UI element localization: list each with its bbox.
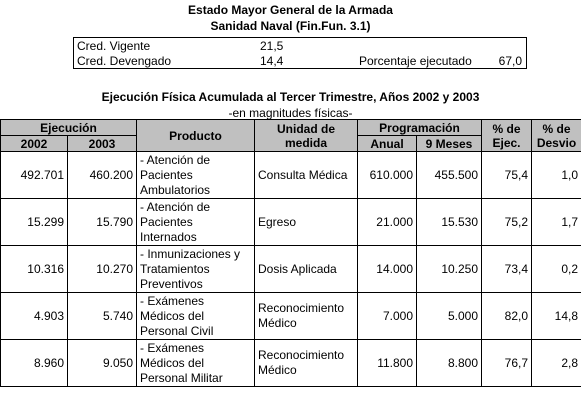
header-9-meses: 9 Meses: [417, 136, 482, 152]
cell-9-meses: 8.800: [417, 340, 482, 387]
cell-2003: 5.740: [68, 293, 137, 340]
cell-unidad: Dosis Aplicada: [255, 246, 358, 293]
execution-table: [0, 119, 581, 387]
cell-2003: 460.200: [68, 152, 137, 199]
table-row: [1, 293, 581, 340]
cell-pct-ejec: 76,7: [482, 340, 532, 387]
table-row: [1, 152, 581, 199]
header-2002: 2002: [1, 136, 68, 152]
cell-9-meses: 455.500: [417, 152, 482, 199]
cell-anual: 11.800: [358, 340, 417, 387]
porcentaje-value: 67,0: [498, 54, 522, 68]
table-row: [1, 340, 581, 387]
cell-unidad: Reconocimiento Médico: [255, 340, 358, 387]
cell-anual: 610.000: [358, 152, 417, 199]
cell-2002: 10.316: [1, 246, 68, 293]
cell-pct-desvio: 14,8: [532, 293, 581, 340]
cell-pct-ejec: 82,0: [482, 293, 532, 340]
header-pct-desvio: % de Desvio: [532, 120, 581, 152]
cell-pct-desvio: 0,2: [532, 246, 581, 293]
cred-vigente-value: 21,5: [260, 39, 284, 53]
cell-2003: 9.050: [68, 340, 137, 387]
cell-anual: 21.000: [358, 199, 417, 246]
cell-2003: 15.790: [68, 199, 137, 246]
cell-anual: 14.000: [358, 246, 417, 293]
table-row: [1, 246, 581, 293]
cell-9-meses: 5.000: [417, 293, 482, 340]
cred-vigente-label: Cred. Vigente: [77, 39, 151, 53]
header-anual: Anual: [358, 136, 417, 152]
table-title: Ejecución Física Acumulada al Tercer Trimestre, Años 2002 y 2003: [101, 90, 480, 104]
header-unidad: Unidad de medida: [255, 120, 358, 152]
header-pct-ejec: % de Ejec.: [482, 120, 532, 152]
cell-producto: - Exámenes Médicos del Personal Militar: [137, 340, 255, 387]
cell-producto: - Inmunizaciones y Tratamientos Preventivos: [137, 246, 255, 293]
cell-pct-ejec: 75,4: [482, 152, 532, 199]
cell-pct-ejec: 73,4: [482, 246, 532, 293]
cell-unidad: Reconocimiento Médico: [255, 293, 358, 340]
cell-unidad: Consulta Médica: [255, 152, 358, 199]
cell-pct-desvio: 1,7: [532, 199, 581, 246]
page-subtitle: Sanidad Naval (Fin.Fun. 3.1): [210, 19, 371, 33]
cell-producto: - Atención de Pacientes Internados: [137, 199, 255, 246]
cell-2002: 492.701: [1, 152, 68, 199]
cell-producto: - Atención de Pacientes Ambulatorios: [137, 152, 255, 199]
page-title: Estado Mayor General de la Armada: [188, 3, 393, 17]
table-subtitle: -en magnitudes físicas-: [228, 106, 353, 120]
cred-devengado-label: Cred. Devengado: [77, 54, 172, 68]
cell-pct-ejec: 75,2: [482, 199, 532, 246]
cell-producto: - Exámenes Médicos del Personal Civil: [137, 293, 255, 340]
cell-2002: 8.960: [1, 340, 68, 387]
cell-pct-desvio: 1,0: [532, 152, 581, 199]
header-programacion: Programación: [358, 120, 482, 136]
credit-summary-box: [73, 37, 527, 69]
porcentaje-label: Porcentaje ejecutado: [359, 54, 472, 68]
cred-devengado-value: 14,4: [260, 54, 284, 68]
cell-9-meses: 15.530: [417, 199, 482, 246]
cell-2003: 10.270: [68, 246, 137, 293]
cell-9-meses: 10.250: [417, 246, 482, 293]
cell-pct-desvio: 2,8: [532, 340, 581, 387]
header-producto: Producto: [137, 120, 255, 152]
table-row: [1, 199, 581, 246]
cell-anual: 7.000: [358, 293, 417, 340]
header-ejecucion: Ejecución: [1, 120, 137, 136]
cell-2002: 15.299: [1, 199, 68, 246]
cell-unidad: Egreso: [255, 199, 358, 246]
header-2003: 2003: [68, 136, 137, 152]
cell-2002: 4.903: [1, 293, 68, 340]
